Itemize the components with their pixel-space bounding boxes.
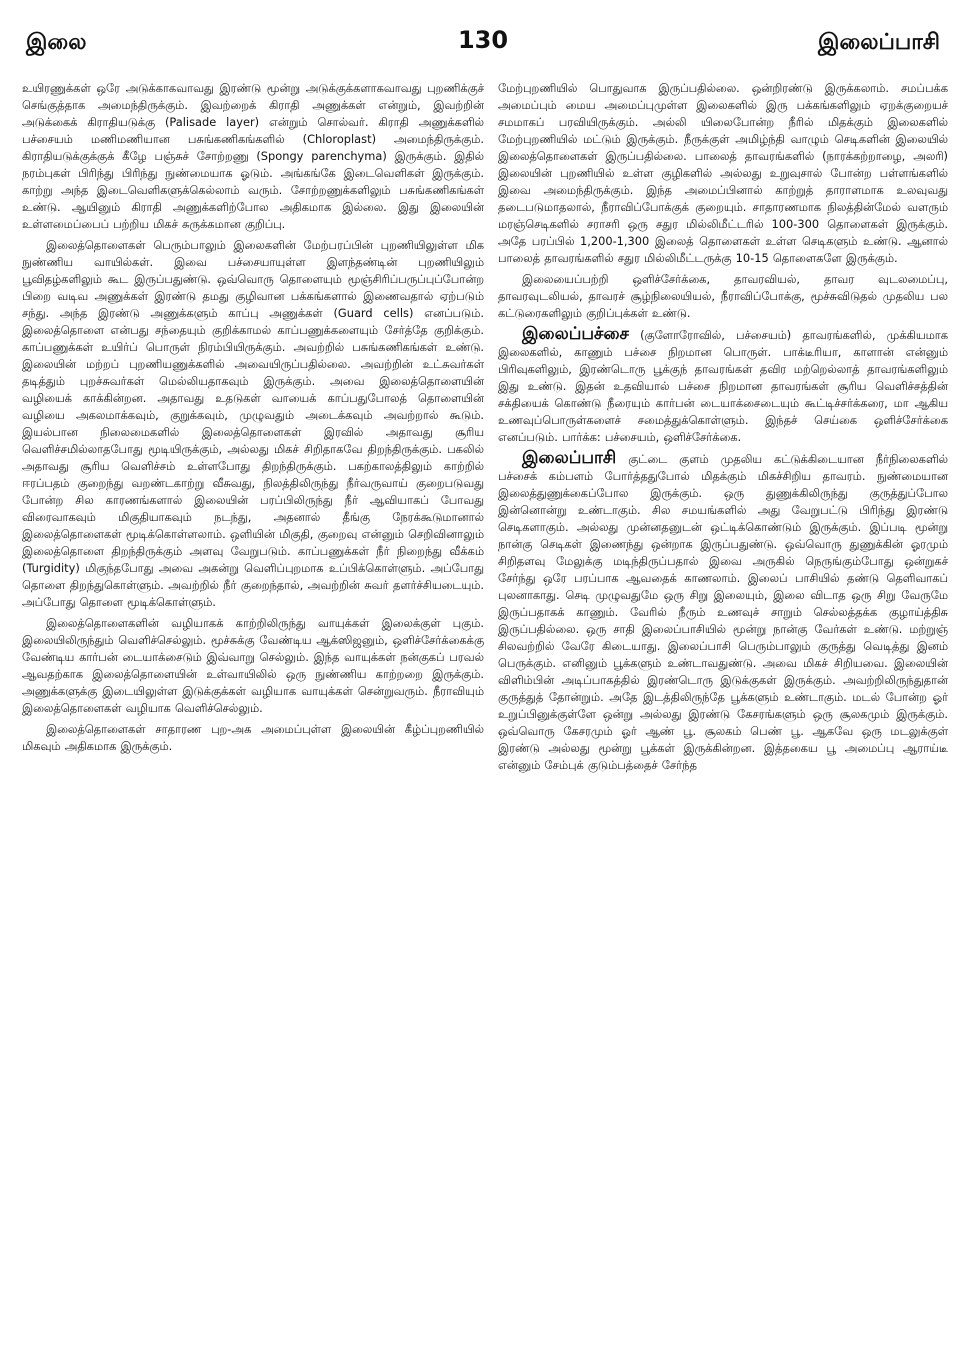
entry-body: (குளோரோவில், பச்சையம்) தாவரங்களில், முக்கியமாக இலைகளில், காணும் பச்சை நிறமான பொருள். பாக்டீரியா, காளான் என்னும் பிரிவுகளிலும், இரண்டொரு பூக்குந் தாவரங்கள் தவிர மற்றெல்லாத் தாவரங்களிலும் இது உண்டு. இதன் உதவியால் பச்சை நிறமான தாவரங்கள் சூரிய வெளிச்சத்தின் சக்தியைக் கொண்டு நீரையும் கார்பன் டையாக்சைடையும் கூட்டிச்சர்க்கரை, மா ஆகிய உணவுப்பொருள்களைச் சமைத்துக்கொள்ளும். இந்தச் செய்கை ஒளிச்சேர்க்கை எனப்படும். பார்க்க: பச்சையம், ஒளிச்சேர்க்கை. xyxy=(498,328,948,444)
entry-headword: இலைப்பச்சை xyxy=(522,324,629,344)
paragraph: இலைத்தொளைகள் சாதாரண புற-அக அமைப்புள்ள இலையின் கீழ்ப்புறணியில் மிகவும் அதிகமாக இருக்கும். xyxy=(22,722,484,753)
page-header xyxy=(26,22,940,62)
entry-ilaippaasi xyxy=(498,450,948,774)
paragraph: உயிரணுக்கள் ஒரே அடுக்காகவாவது இரண்டு மூன்று அடுக்குக்களாகவாவது புறணிக்குச் செங்குத்தாக அமைந்திருக்கும். இவற்றைக் கிராதி அணுக்கள் என்றும், இவற்றின் அடுக்கைக் கிராதியடுக்கு (Palisade layer) என்றும் சொல்வர். கிராதி அணுக்களில் பச்சையம் மணிமணியான பசுங்கணிகங்களில் (Chloroplast) அமைந்திருக்கும். கிராதியடுக்குக்குக் கீழே பஞ்சுச் சோற்றணு (Spongy parenchyma) இருக்கும். இதில் நரம்புகள் பிரிந்து பிரிந்து நுண்மையாக ஓடும். அங்கங்கே இடைவெளிகள் இருக்கும். காற்று அந்த இடைவெளிகளுக்கெல்லாம் வரும். சோற்றணுக்களிலும் பசுங்கணிகங்கள் உண்டு. ஆயினும் கிராதி அணுக்களிற்போல அதிகமாக இல்லை. இது இலையின் உள்ளமைப்பைப் பற்றிய மிகச் சுருக்கமான குறிப்பு. xyxy=(22,81,484,231)
right-column xyxy=(498,80,948,1352)
running-head-right: இலைப்பாசி xyxy=(818,30,940,55)
left-column xyxy=(22,80,484,1352)
entry-ilaippachai xyxy=(498,326,948,446)
entry-headword: இலைப்பாசி xyxy=(522,448,617,468)
running-head-left: இலை xyxy=(26,30,87,55)
entry-body: குட்டை குளம் முதலிய கட்டுக்கிடையான நீர்நிலைகளில் பச்சைக் கம்பளம் போர்த்ததுபோல் மிதக்கும் மிகச்சிறிய தாவரம். நுண்மையான இலைத்துணுக்கைப்போல இருக்கும். ஒரு துணுக்கிலிருந்து குருத்துப்போல இன்னொன்று உண்டாகும். சில சமயங்களில் அது வேறுபட்டு பிரிந்து இரண்டு செடிகளாகும். அல்லது முன்னதனுடன் ஒட்டிக்கொண்டும் இருக்கும். இப்படி மூன்று நான்கு செடிகள் இணைந்து ஒன்றாக இருப்பதுண்டு. ஒவ்வொரு துணுக்கின் ஓரமும் சிறிதளவு மேலுக்கு மடிந்திருப்பதால் இவை அருகில் நெருங்கும்போது ஒன்றுகச் சேர்ந்து ஒரே பரப்பாக ஆவதைக் காணலாம். இலைப் பாசியில் தண்டு தெளிவாகப் புலனாகாது. செடி முழுவதுமே ஒரு சிறு இலையும், இலை விடாத ஒரு சிறு வேருமே இருப்பதாகக் காணும். வேரில் நீரும் உணவுச் சாறும் செல்லத்தக்க குழாய்த்திசு இருப்பதில்லை. ஒரு சாதி இலைப்பாசியில் மூன்று நான்கு வேர்கள் உண்டு. மற்றுஞ் சிலவற்றில் வேரே கிடையாது. இலைப்பாசி பெரும்பாலும் குருத்து வெடித்து இனம் பெருக்கும். எனினும் பூக்களும் உண்டாவதுண்டு. அவை மிகச் சிறியவை. இலையின் விளிம்பின் அடிப்பாகத்தில் இரண்டொரு இடுக்குகள் இருக்கும். அவற்றிலிருந்துதான் குருத்துத் தோன்றும். அதே இடத்திலிருந்தே பூக்களும் உண்டாகும். மடல் போன்ற ஓர் உறுப்பினுக்குள்ளே ஒன்று அல்லது இரண்டு கேசரங்களும் ஒரு சூலகமும் இருக்கும். ஒவ்வொரு கேசரமும் ஓர் ஆண் பூ. சூலகம் பெண் பூ. ஆகவே ஒரு மடலுக்குள் இரண்டு அல்லது மூன்று பூக்கள் இருக்கின்றன. இத்தகைய பூ அமைப்பு ஆராய்டீ என்னும் சேம்புக் குடும்பத்தைச் சேர்ந்த xyxy=(498,452,948,772)
paragraph: இலையைப்பற்றி ஒளிச்சேர்க்கை, தாவரவியல், தாவர வுடலமைப்பு, தாவரவுடலியல், தாவரச் சூழ்நிலையியல், நீராவிப்போக்கு, மூச்சுவிடுதல் முதலிய பல கட்டுரைகளிலும் குறிப்புக்கள் உண்டு. xyxy=(498,272,948,320)
paragraph: இலைத்தொளைகளின் வழியாகக் காற்றிலிருந்து வாயுக்கள் இலைக்குள் புகும். இலையிலிருந்தும் வெளிச்செல்லும். மூச்சுக்கு வேண்டிய ஆக்ஸிஜனும், ஒளிச்சேர்க்கைக்கு வேண்டிய கார்பன் டையாக்சைடும் இவ்வாறு செல்லும். இந்த வாயுக்கள் நன்குகப் பரவல் ஆவதற்காக இலைத்தொளையின் உள்வாயிலில் ஒரு நுண்ணிய காற்றறை இருக்கும். அணுக்களுக்கு இடையிலுள்ள இடுக்குக்கள் வழியாக வாயுக்கள் சென்றுவரும். நீராவியும் இலைத்தொளைகள் வழியாக வெளிச்செல்லும். xyxy=(22,616,484,715)
paragraph: இலைத்தொளைகள் பெரும்பாலும் இலைகளின் மேற்பரப்பின் புறணியிலுள்ள மிக நுண்ணிய வாயில்கள். இவை பச்சையாயுள்ள இளந்தண்டின் புறணியிலும் பூவிதழ்களிலும் கூட இருப்பதுண்டு. ஒவ்வொரு தொளையும் மூஞ்சிரிப்பருப்புப்போன்ற பிறை வடிவ அணுக்கள் இரண்டு தமது குழிவான பக்கங்களால் இணைவதால் ஏற்படும் சந்து. அந்த இரண்டு அணுக்களும் காப்பு அணுக்கள் (Guard cells) எனப்படும். இலைத்தொளை என்பது சந்தையும் குறிக்காமல் காப்பணுக்களையும் சேர்த்தே குறிக்கும். காப்பணுக்கள் உயிர்ப் பொருள் நிரம்பியிருக்கும். அவற்றில் பசுங்கணிகங்கள் உண்டு. இலையின் மற்றப் புறணியணுக்களில் அவையிருப்பதில்லை. அவற்றின் உட்சுவர்கள் தடித்தும் புறச்சுவர்கள் மெல்லியதாகவும் இருக்கும். அவை இலைத்தொளையின் வழியைக் காக்கின்றன. அதாவது உதடுகள் வாயைக் காப்பதுபோலத் தொளையின் வழியை அகலமாக்கவும், குறுக்கவும், முழுவதும் அடைக்கவும் அவற்றால் கூடும். இயல்பான நிலைமைகளில் இலைத்தொளைகள் இரவில் அதாவது சூரிய வெளிச்சமில்லாதபோது மூடியிருக்கும், அல்லது மிகச் சிறிதாகவே திறந்திருக்கும். பகலில் அதாவது சூரிய வெளிச்சம் உள்ளபோது திறந்திருக்கும். பகற்காலத்திலும் காற்றில் ஈரப்பதம் குறைந்து வறண்டகாற்று வீசுவது, நிலத்திலிருந்து நீர்வருவாய் குறைபடுவது போன்ற சில காரணங்களால் இலையின் பரப்பிலிருந்து நீர் ஆவியாகப் போவது விரைவாகவும் மிகுதியாகவும் நடந்து, அதனால் தீங்கு நேரக்கூடுமானால் இலைத்தொளைகள் மூடிக்கொள்ளலாம். ஒளியின் மிகுதி, குறைவு என்னும் செறிவினாலும் இலைத்தொளை திறந்திருக்கும் அளவு வேறுபடும். காப்பணுக்கள் நீர் நிறைந்து வீக்கம் (Turgidity) மிகுந்தபோது அவை அகன்று வெளிப்புறமாக உப்பிக்கொள்ளும். அப்போது தொளை திறந்துகொள்ளும். அவற்றில் நீர் குறைந்தால், அவற்றின் சுவர் தளர்ச்சியடையும். அப்போது தொளை மூடிக்கொள்ளும். xyxy=(22,238,484,609)
page-number: 130 xyxy=(457,26,509,54)
paragraph: மேற்புறணியில் பொதுவாக இருப்பதில்லை. ஒன்றிரண்டு இருக்கலாம். சமப்பக்க அமைப்பும் மைய அமைப்புமுள்ள இலைகளில் இரு பக்கங்களிலும் ஏறக்குறையச் சமமாகப் பரவியிருக்கும். அல்லி யிலைபோன்ற நீரில் மிதக்கும் இலைகளில் மேற்புறணியில் மட்டும் இருக்கும். நீருக்குள் அமிழ்ந்தி வாழும் செடிகளின் இலையில் இலைத்தொளைகள் இருப்பதில்லை. பாலைத் தாவரங்களில் (நாரக்கற்றாழை, அலரி) இலையின் புறணியில் உள்ள குழிகளில் அல்லது உறுவுசால் போன்ற பள்ளங்களில் இவை அமைந்திருக்கும். இந்த அமைப்பினால் காற்றுத் தாராளமாக உலவுவது தடைபடுமாதலால், நீராவிப்போக்குக் குறையும். சாதாரணமாக நிலத்தின்மேல் வளரும் மரஞ்செடிகளில் சராசரி ஒரு சதுர மில்லிமீட்டரில் 100-300 தொளைகள் இருக்கும். அதே பரப்பில் 1,200-1,300 இலைத் தொளைகள் உள்ள செடிகளும் உண்டு. ஆனால் பாலைத் தாவரங்களில் சதுர மில்லிமீட்டருக்கு 10-15 தொளைகளே இருக்கும். xyxy=(498,81,948,265)
